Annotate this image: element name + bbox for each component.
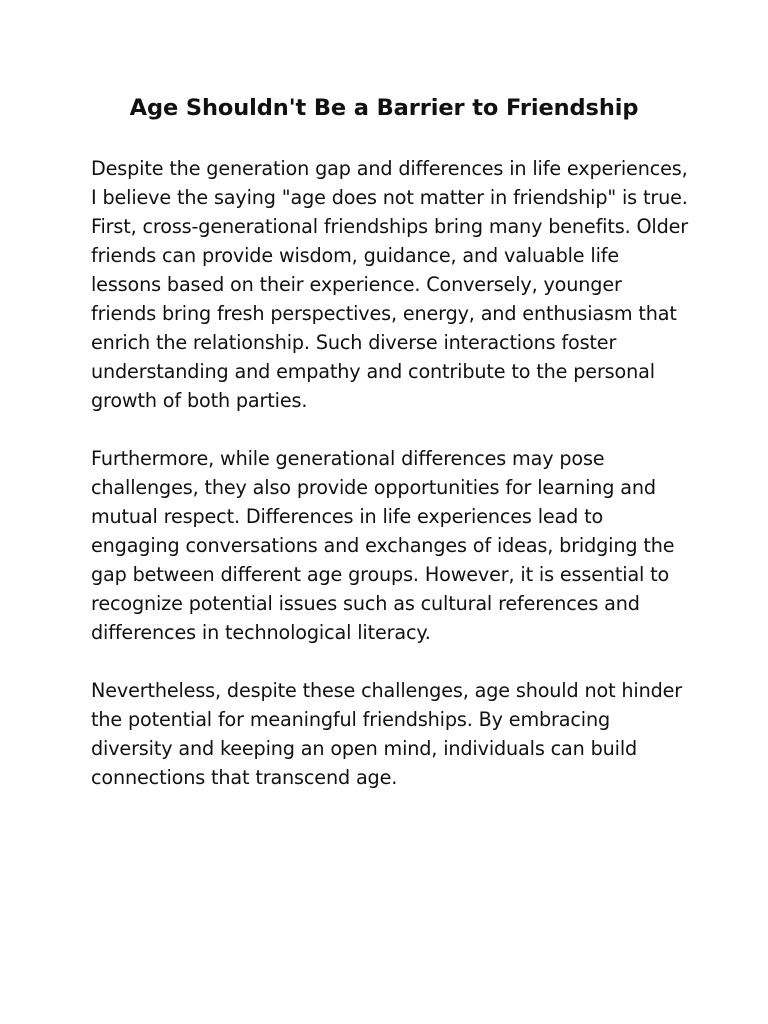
document-body (91, 154, 691, 792)
document-title: Age Shouldn't Be a Barrier to Friendship (129, 95, 639, 121)
paragraph-1: Despite the generation gap and differences in life experiences, I believe the saying "age does not matter in friendship" is true. First, cross-generational friendships bring many benefits. Older friends can provide wisdom, guidance, and valuable life lessons based on their experience. Conversely, younger friends bring fresh perspectives, energy, and enthusiasm that enrich the relationship. Such diverse interactions foster understanding and empathy and contribute to the personal growth of both parties. (91, 157, 689, 412)
paragraph-2: Furthermore, while generational differences may pose challenges, they also provide opportunities for learning and mutual respect. Differences in life experiences lead to engaging conversations and exchanges of ideas, bridging the gap between different age groups. However, it is essential to recognize potential issues such as cultural references and differences in technological literacy. (91, 447, 675, 644)
paragraph-3: Nevertheless, despite these challenges, age should not hinder the potential for meaningful friendships. By embracing diversity and keeping an open mind, individuals can build connections that transcend age. (91, 679, 683, 789)
